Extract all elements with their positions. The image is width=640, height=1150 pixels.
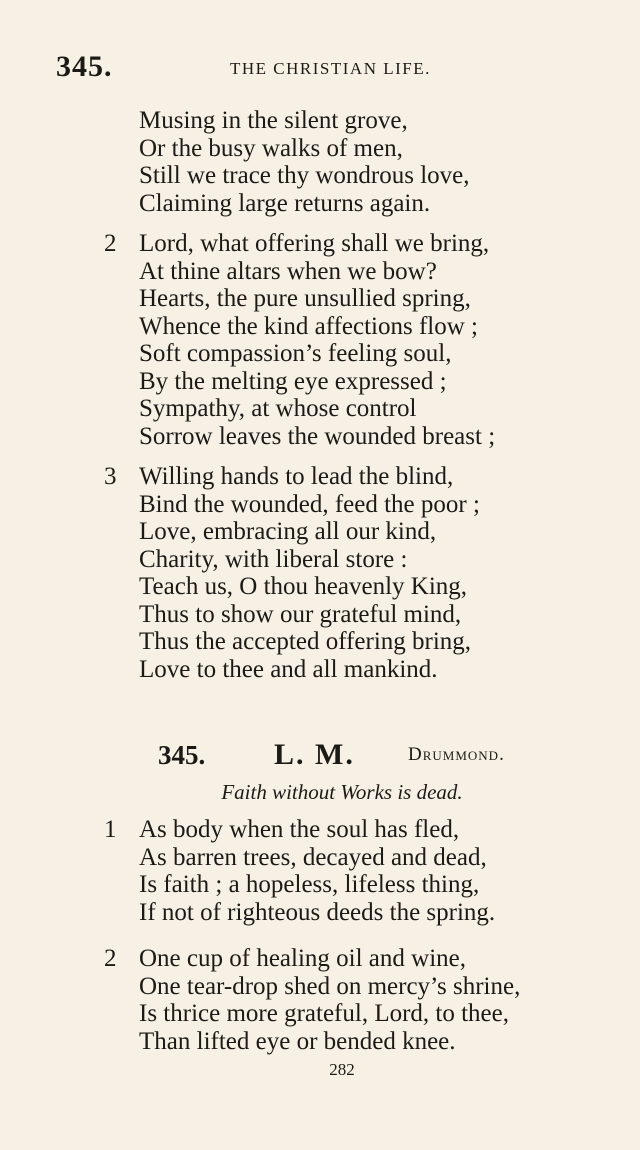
stanza-continued <box>104 107 470 217</box>
verse-text: Lord, what offering shall we bring, <box>139 230 490 257</box>
verse-line <box>104 463 480 491</box>
page-number: 282 <box>329 1060 355 1079</box>
verse-line: Is thrice more grateful, Lord, to thee, <box>139 1000 509 1027</box>
stanza-number: 2 <box>104 945 117 972</box>
verse-line: Love, embracing all our kind, <box>139 518 437 545</box>
verse-line: Soft compassion’s feeling soul, <box>139 340 452 367</box>
verse-line: Hearts, the pure unsullied spring, <box>139 285 471 312</box>
verse-line: If not of righteous deeds the spring. <box>139 898 496 926</box>
verse-line: Thus to show our grateful mind, <box>139 600 462 628</box>
running-title: THE CHRISTIAN LIFE. <box>230 59 431 78</box>
verse-text: One cup of healing oil and wine, <box>139 945 466 972</box>
verse-line: Is faith ; a hopeless, lifeless thing, <box>139 871 480 898</box>
hymn-number: 345. <box>158 740 206 770</box>
verse-line: Teach us, O thou heavenly King, <box>139 573 468 600</box>
page-header <box>56 50 576 90</box>
stanza-2 <box>104 230 495 450</box>
verse-text: Willing hands to lead the blind, <box>139 463 454 490</box>
verse-line: By the melting eye expressed ; <box>139 367 447 395</box>
stanza-number: 1 <box>104 816 117 843</box>
verse-line: Claiming large returns again. <box>139 189 431 217</box>
verse-line: Still we trace thy wondrous love, <box>139 162 470 189</box>
verse-line: Or the busy walks of men, <box>139 134 403 162</box>
hymn-meter: L. M. <box>274 738 355 771</box>
header-hymn-number: 345. <box>56 50 113 83</box>
verse-line <box>104 816 495 844</box>
verse-line: One tear-drop shed on mercy’s shrine, <box>139 972 521 1000</box>
stanza-number: 2 <box>104 230 117 257</box>
hymn-heading <box>158 740 578 776</box>
hymn-subtitle: Faith without Works is dead. <box>221 780 463 804</box>
stanza-3 <box>104 463 480 683</box>
verse-line: At thine altars when we bow? <box>139 257 437 285</box>
verse-line <box>104 945 520 973</box>
composer-name: Drummond. <box>408 744 505 765</box>
hymn2-stanza-1 <box>104 816 495 926</box>
verse-text: As body when the soul has fled, <box>139 816 460 843</box>
verse-line: As barren trees, decayed and dead, <box>139 843 487 871</box>
verse-line: Thus the accepted offering bring, <box>139 628 472 655</box>
hymn2-stanza-2 <box>104 945 520 1055</box>
verse-line: Love to thee and all mankind. <box>139 655 438 683</box>
verse-line: Whence the kind affections flow ; <box>139 312 479 340</box>
verse-line <box>104 230 495 258</box>
verse-line: Sorrow leaves the wounded breast ; <box>139 422 496 450</box>
verse-line: Than lifted eye or bended knee. <box>139 1027 456 1055</box>
verse-line: Sympathy, at whose control <box>139 395 417 422</box>
stanza-number: 3 <box>104 463 117 490</box>
verse-line: Charity, with liberal store : <box>139 545 408 573</box>
verse-line: Musing in the silent grove, <box>139 107 408 134</box>
verse-line: Bind the wounded, feed the poor ; <box>139 490 480 518</box>
